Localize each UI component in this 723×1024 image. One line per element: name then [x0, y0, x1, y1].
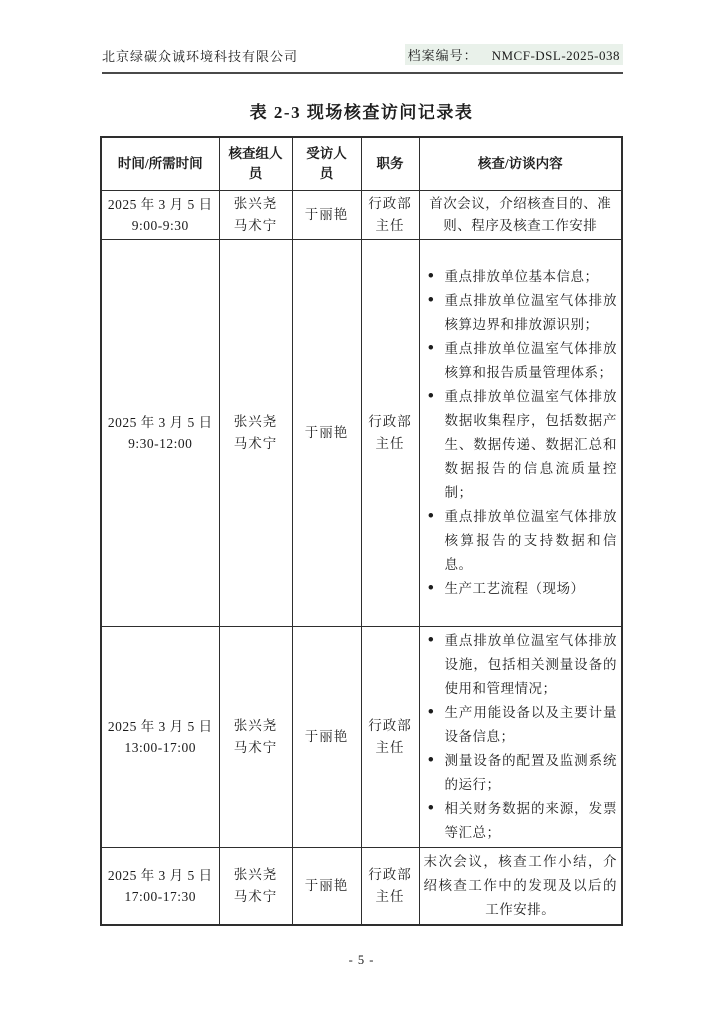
- table-header-row: [101, 137, 622, 190]
- page-number: - 5 -: [348, 953, 375, 967]
- verifiers-cell: [219, 190, 292, 239]
- position-cell: 行政部主任: [361, 847, 419, 925]
- interviewee-cell: 于丽艳: [292, 239, 361, 626]
- bullet-item: • 重点排放单位温室气体排放核算报告的支持数据和信息。: [424, 505, 618, 577]
- page-header: [102, 44, 623, 74]
- content-cell: 末次会议，核查工作小结，介绍核查工作中的发现及以后的工作安排。: [419, 847, 622, 925]
- time-text: 9:00-9:30: [131, 217, 189, 233]
- bullet-item: • 生产工艺流程（现场）: [424, 577, 618, 601]
- position-cell: 行政部主任: [361, 190, 419, 239]
- archive-number: NMCF-DSL-2025-038: [491, 48, 620, 63]
- archive-number-block: [405, 44, 623, 65]
- col-header-time: 时间/所需时间: [101, 137, 219, 190]
- verifier-name: 马术宁: [233, 888, 278, 904]
- bullet-item: • 生产用能设备以及主要计量设备信息；: [424, 701, 618, 749]
- position-cell: 行政部主任: [361, 239, 419, 626]
- time-text: 13:00-17:00: [124, 739, 196, 755]
- col-header-content: 核查/访谈内容: [419, 137, 622, 190]
- verifiers-cell: [219, 626, 292, 847]
- interviewee-cell: 于丽艳: [292, 626, 361, 847]
- content-cell: 首次会议，介绍核查目的、准则、程序及核查工作安排: [419, 190, 622, 239]
- date-text: 2025 年 3 月 5 日: [107, 718, 213, 734]
- verifiers-cell: [219, 239, 292, 626]
- time-text: 17:00-17:30: [124, 888, 196, 904]
- time-cell: [101, 190, 219, 239]
- table-row: [101, 239, 622, 626]
- time-text: 9:30-12:00: [128, 435, 193, 451]
- table-row: [101, 626, 622, 847]
- verifier-name: 张兴尧: [233, 195, 278, 211]
- company-name: 北京绿碳众诚环境科技有限公司: [102, 49, 299, 64]
- verifiers-cell: [219, 847, 292, 925]
- content-bullet-list: [424, 629, 618, 845]
- position-cell: 行政部主任: [361, 626, 419, 847]
- interviewee-cell: 于丽艳: [292, 847, 361, 925]
- table-row: [101, 190, 622, 239]
- date-text: 2025 年 3 月 5 日: [107, 867, 213, 883]
- time-cell: [101, 239, 219, 626]
- archive-label: 档案编号：: [407, 48, 478, 63]
- col-header-position: 职务: [361, 137, 419, 190]
- content-cell: [419, 626, 622, 847]
- verifier-name: 张兴尧: [233, 717, 278, 733]
- bullet-item: • 重点排放单位基本信息；: [424, 265, 618, 289]
- table-row: [101, 847, 622, 925]
- content-bullet-list: [424, 265, 618, 601]
- col-header-interviewee: 受访人员: [292, 137, 361, 190]
- verifier-name: 马术宁: [233, 739, 278, 755]
- interview-record-table: [100, 136, 623, 926]
- verifier-name: 张兴尧: [233, 866, 278, 882]
- verifier-name: 马术宁: [233, 217, 278, 233]
- interviewee-cell: 于丽艳: [292, 190, 361, 239]
- bullet-item: • 重点排放单位温室气体排放核算边界和排放源识别；: [424, 289, 618, 337]
- bullet-item: • 测量设备的配置及监测系统的运行；: [424, 749, 618, 797]
- verifier-name: 张兴尧: [233, 413, 278, 429]
- bullet-item: • 相关财务数据的来源，发票等汇总；: [424, 797, 618, 845]
- time-cell: [101, 626, 219, 847]
- table-title: 表 2-3 现场核查访问记录表: [249, 103, 474, 122]
- col-header-verifiers: 核查组人员: [219, 137, 292, 190]
- content-cell: [419, 239, 622, 626]
- date-text: 2025 年 3 月 5 日: [107, 414, 213, 430]
- date-text: 2025 年 3 月 5 日: [107, 196, 213, 212]
- bullet-item: • 重点排放单位温室气体排放设施，包括相关测量设备的使用和管理情况；: [424, 629, 618, 701]
- bullet-item: • 重点排放单位温室气体排放核算和报告质量管理体系；: [424, 337, 618, 385]
- time-cell: [101, 847, 219, 925]
- bullet-item: • 重点排放单位温室气体排放数据收集程序，包括数据产生、数据传递、数据汇总和数据报告的信息流质量控制；: [424, 385, 618, 505]
- verifier-name: 马术宁: [233, 435, 278, 451]
